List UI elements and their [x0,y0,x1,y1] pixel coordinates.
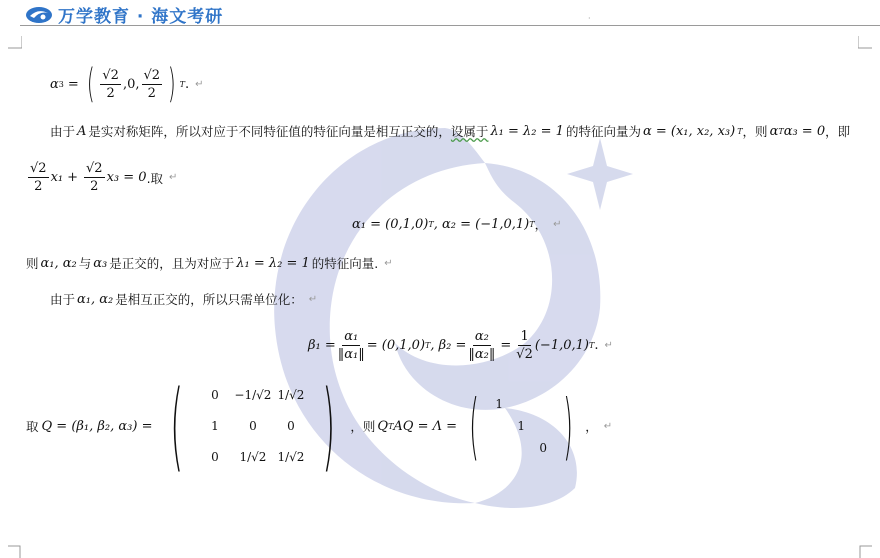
brand-logo [24,2,223,27]
paragraph-symmetric-matrix: 由于 A 是实对称矩阵，所以对应于不同特征值的特征向量是相互正交的， 设属于 λ₁ = λ₂ = 1 的特征向量为 α = (x₁, x₂, x₃) T ，则 α T α₃ = 0 ，即 [50,123,851,139]
matrix-cell: 0 [211,388,219,402]
equation-alpha3: α 3 = ( $\frac{√2}{2}$ ,0, $\frac{√2}{2}$ ) T . ↵ [50,61,204,107]
header-rule [20,25,880,26]
paragraph-normalize: 由于 α₁, α₂ 是相互正交的，所以只需单位化： ↵ [50,291,318,307]
logo-text: 万学教育 · 海文考研 [58,7,224,27]
matrix-cell: 1/√2 [277,388,305,402]
matrix-cell: 1/√2 [239,450,267,464]
crop-mark-top-left [8,36,22,50]
paragraph-orthogonal-eigenvectors: 则 α₁, α₂ 与 α₃ 是正交的，且为对应于 λ₁ = λ₂ = 1 的特征向量. ↵ [26,255,393,271]
matrix-cell: 1/√2 [277,450,305,464]
matrix-cell: 1 [211,419,219,433]
header-center-mark: · [588,14,591,23]
crop-mark-bottom-right [858,544,872,558]
crop-mark-top-right [858,36,872,50]
matrix-cell: 1 [495,397,503,411]
matrix-cell: 0 [211,450,219,464]
equation-orthogonality: $\frac{√2}{2}$ x₁ + $\frac{√2}{2}$ x₃ = 0 .取 ↵ [30,161,178,194]
page-header [0,0,880,26]
matrix-lambda: ( 1 1 0 ) [469,384,574,468]
logo-swirl-icon [24,5,54,25]
matrix-cell: 0 [539,441,547,455]
crop-mark-bottom-left [8,544,22,558]
equation-alpha1-alpha2: α₁ = (0,1,0) T , α₂ = (−1,0,1) T ， ↵ [352,216,562,232]
matrix-cell: 0 [249,419,257,433]
equation-beta-normalized: β₁ = $\frac{\text{α₁}}{\text{‖α₁‖}}$ = (0,1,0) T , β₂ = $\frac{\text{α₂}}{\text{‖α₂‖}}$ = $\frac{1}{√2}$ (−1,0,1) T . ↵ [308,329,613,362]
matrix-cell: −1/√2 [234,388,272,402]
matrix-cell: 1 [517,419,525,433]
equation-orthogonal-matrix-q: 取 Q = (β₁, β₂, α₃) = ( 0 −1/√2 1/√2 1 0 0 0 1/√2 1/√2 ) ，则 Q T AQ = Λ = ( 1 1 0 ) ， ↵ [26,370,613,482]
matrix-q: ( 0 −1/√2 1/√2 1 0 0 0 1/√2 1/√2 ) [170,370,336,482]
matrix-cell: 0 [287,419,295,433]
